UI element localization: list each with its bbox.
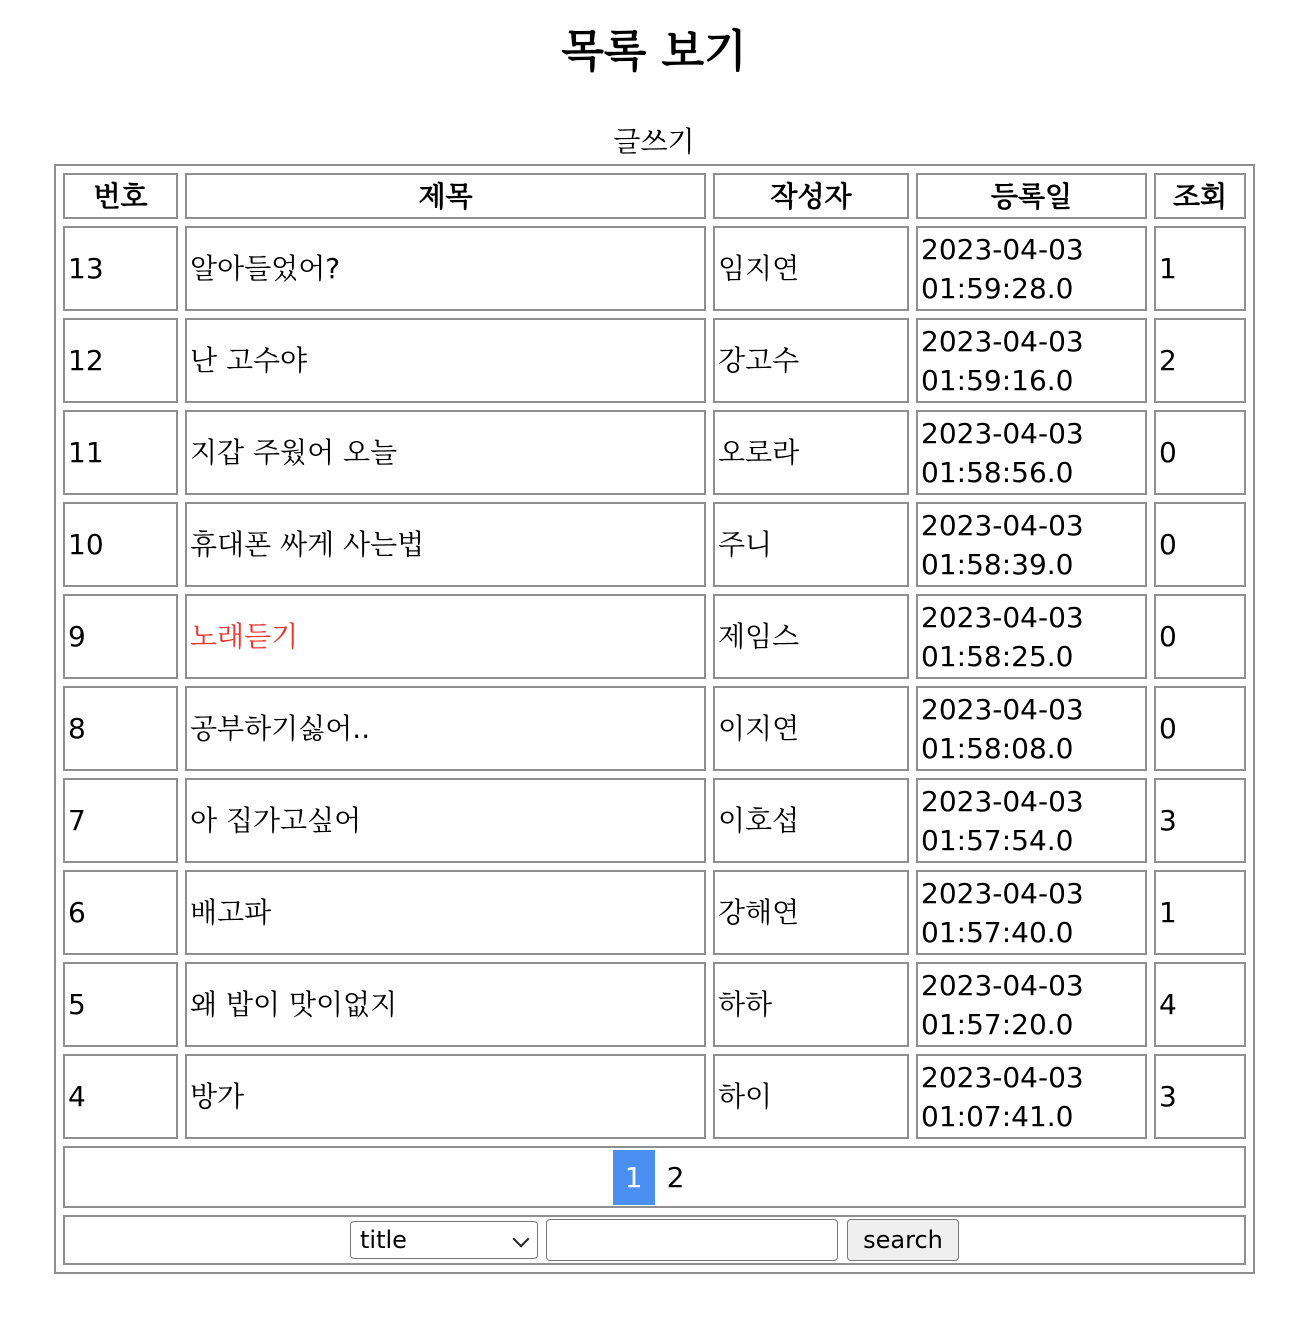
row-num: 5 — [68, 988, 86, 1021]
row-num-cell — [63, 502, 178, 587]
row-date-cell — [916, 1054, 1147, 1139]
page-1-button[interactable]: 1 — [613, 1150, 655, 1205]
row-num-cell — [63, 870, 178, 955]
post-title-link[interactable]: 지갑 주웠어 오늘 — [190, 436, 398, 469]
row-author-cell — [713, 502, 909, 587]
row-num-cell — [63, 1054, 178, 1139]
row-num: 6 — [68, 896, 86, 929]
header-num: 번호 — [63, 173, 178, 219]
row-author-cell — [713, 226, 909, 311]
row-views: 0 — [1159, 436, 1177, 469]
post-title-link[interactable]: 왜 밥이 맛이없지 — [190, 988, 398, 1021]
row-author-cell — [713, 686, 909, 771]
search-field-selected: title — [360, 1226, 407, 1254]
post-title-link[interactable]: 휴대폰 싸게 사는법 — [190, 528, 425, 561]
row-date-cell — [916, 318, 1147, 403]
row-author: 이호섭 — [718, 804, 800, 837]
table-row — [63, 502, 1246, 587]
row-author: 임지연 — [718, 252, 800, 285]
row-num-cell — [63, 778, 178, 863]
post-title-link[interactable]: 방가 — [190, 1080, 245, 1113]
row-date-cell — [916, 778, 1147, 863]
row-author-cell — [713, 410, 909, 495]
row-author-cell — [713, 318, 909, 403]
row-date: 2023-04-03 01:57:54.0 — [921, 784, 1084, 857]
row-date: 2023-04-03 01:57:40.0 — [921, 876, 1084, 949]
row-num: 9 — [68, 620, 86, 653]
table-row — [63, 686, 1246, 771]
search-button[interactable]: search — [847, 1219, 959, 1261]
row-date-cell — [916, 226, 1147, 311]
row-num: 10 — [68, 528, 104, 561]
row-num-cell — [63, 410, 178, 495]
row-date-cell — [916, 686, 1147, 771]
row-date: 2023-04-03 01:07:41.0 — [921, 1060, 1084, 1133]
header-author: 작성자 — [713, 173, 909, 219]
post-title-link[interactable]: 배고파 — [190, 896, 272, 929]
table-row — [63, 594, 1246, 679]
row-num: 12 — [68, 344, 104, 377]
row-views: 3 — [1159, 804, 1177, 837]
search-row — [63, 1215, 1246, 1265]
row-date-cell — [916, 870, 1147, 955]
row-views-cell — [1154, 686, 1246, 771]
row-views-cell — [1154, 870, 1246, 955]
table-row — [63, 870, 1246, 955]
row-num: 4 — [68, 1080, 86, 1113]
page-title: 목록 보기 — [561, 26, 747, 77]
pagination-row — [63, 1146, 1246, 1208]
row-num: 7 — [68, 804, 86, 837]
row-date-cell — [916, 594, 1147, 679]
row-views: 0 — [1159, 712, 1177, 745]
row-author: 제임스 — [718, 620, 800, 653]
row-author-cell — [713, 778, 909, 863]
board-table — [54, 164, 1255, 1274]
search-bar — [63, 1215, 1246, 1265]
row-num-cell — [63, 686, 178, 771]
row-views-cell — [1154, 410, 1246, 495]
header-views: 조회 — [1154, 173, 1246, 219]
row-title-cell — [185, 594, 706, 679]
row-views: 3 — [1159, 1080, 1177, 1113]
search-field-select[interactable] — [350, 1221, 538, 1259]
table-row — [63, 410, 1246, 495]
post-title-link[interactable]: 노래듣기 — [190, 620, 299, 653]
row-num: 8 — [68, 712, 86, 745]
search-input[interactable] — [546, 1219, 838, 1261]
row-author: 하하 — [718, 988, 773, 1021]
row-date: 2023-04-03 01:58:56.0 — [921, 416, 1084, 489]
row-num: 13 — [68, 252, 104, 285]
row-num-cell — [63, 962, 178, 1047]
row-title-cell — [185, 318, 706, 403]
row-views-cell — [1154, 1054, 1246, 1139]
page-2-button[interactable]: 2 — [666, 1160, 685, 1194]
board-body — [63, 226, 1246, 1139]
row-author: 주니 — [718, 528, 773, 561]
row-views-cell — [1154, 594, 1246, 679]
row-num: 11 — [68, 436, 104, 469]
row-views: 0 — [1159, 528, 1177, 561]
row-date-cell — [916, 410, 1147, 495]
row-views: 2 — [1159, 344, 1177, 377]
row-title-cell — [185, 410, 706, 495]
row-author: 이지연 — [718, 712, 800, 745]
row-views-cell — [1154, 962, 1246, 1047]
post-title-link[interactable]: 아 집가고싶어 — [190, 804, 362, 837]
post-title-link[interactable]: 알아들었어? — [190, 252, 341, 285]
row-title-cell — [185, 502, 706, 587]
table-row — [63, 318, 1246, 403]
row-views-cell — [1154, 226, 1246, 311]
header-row — [63, 173, 1246, 219]
row-date: 2023-04-03 01:58:08.0 — [921, 692, 1084, 765]
table-row — [63, 226, 1246, 311]
row-date: 2023-04-03 01:59:28.0 — [921, 232, 1084, 305]
row-date: 2023-04-03 01:58:39.0 — [921, 508, 1084, 581]
row-author: 강고수 — [718, 344, 800, 377]
row-author-cell — [713, 594, 909, 679]
row-author: 하이 — [718, 1080, 773, 1113]
post-title-link[interactable]: 공부하기싫어.. — [190, 712, 371, 745]
row-date: 2023-04-03 01:58:25.0 — [921, 600, 1084, 673]
pagination — [63, 1146, 1246, 1208]
row-views: 0 — [1159, 620, 1177, 653]
table-row — [63, 778, 1246, 863]
row-title-cell — [185, 870, 706, 955]
row-num-cell — [63, 318, 178, 403]
row-num-cell — [63, 226, 178, 311]
row-author-cell — [713, 1054, 909, 1139]
row-num-cell — [63, 594, 178, 679]
header-date: 등록일 — [916, 173, 1147, 219]
row-views: 1 — [1159, 896, 1177, 929]
row-title-cell — [185, 1054, 706, 1139]
row-views-cell — [1154, 778, 1246, 863]
row-date: 2023-04-03 01:57:20.0 — [921, 968, 1084, 1041]
row-title-cell — [185, 226, 706, 311]
header-title: 제목 — [185, 173, 706, 219]
row-views: 1 — [1159, 252, 1177, 285]
table-row — [63, 1054, 1246, 1139]
row-title-cell — [185, 686, 706, 771]
row-author: 오로라 — [718, 436, 800, 469]
row-views-cell — [1154, 502, 1246, 587]
row-date-cell — [916, 962, 1147, 1047]
row-date-cell — [916, 502, 1147, 587]
post-title-link[interactable]: 난 고수야 — [190, 344, 308, 377]
row-title-cell — [185, 778, 706, 863]
row-date: 2023-04-03 01:59:16.0 — [921, 324, 1084, 397]
row-views-cell — [1154, 318, 1246, 403]
row-author: 강해연 — [718, 896, 800, 929]
table-row — [63, 962, 1246, 1047]
write-link[interactable]: 글쓰기 — [613, 125, 695, 158]
chevron-down-icon — [513, 1231, 530, 1248]
row-views: 4 — [1159, 988, 1177, 1021]
row-author-cell — [713, 870, 909, 955]
row-author-cell — [713, 962, 909, 1047]
row-title-cell — [185, 962, 706, 1047]
